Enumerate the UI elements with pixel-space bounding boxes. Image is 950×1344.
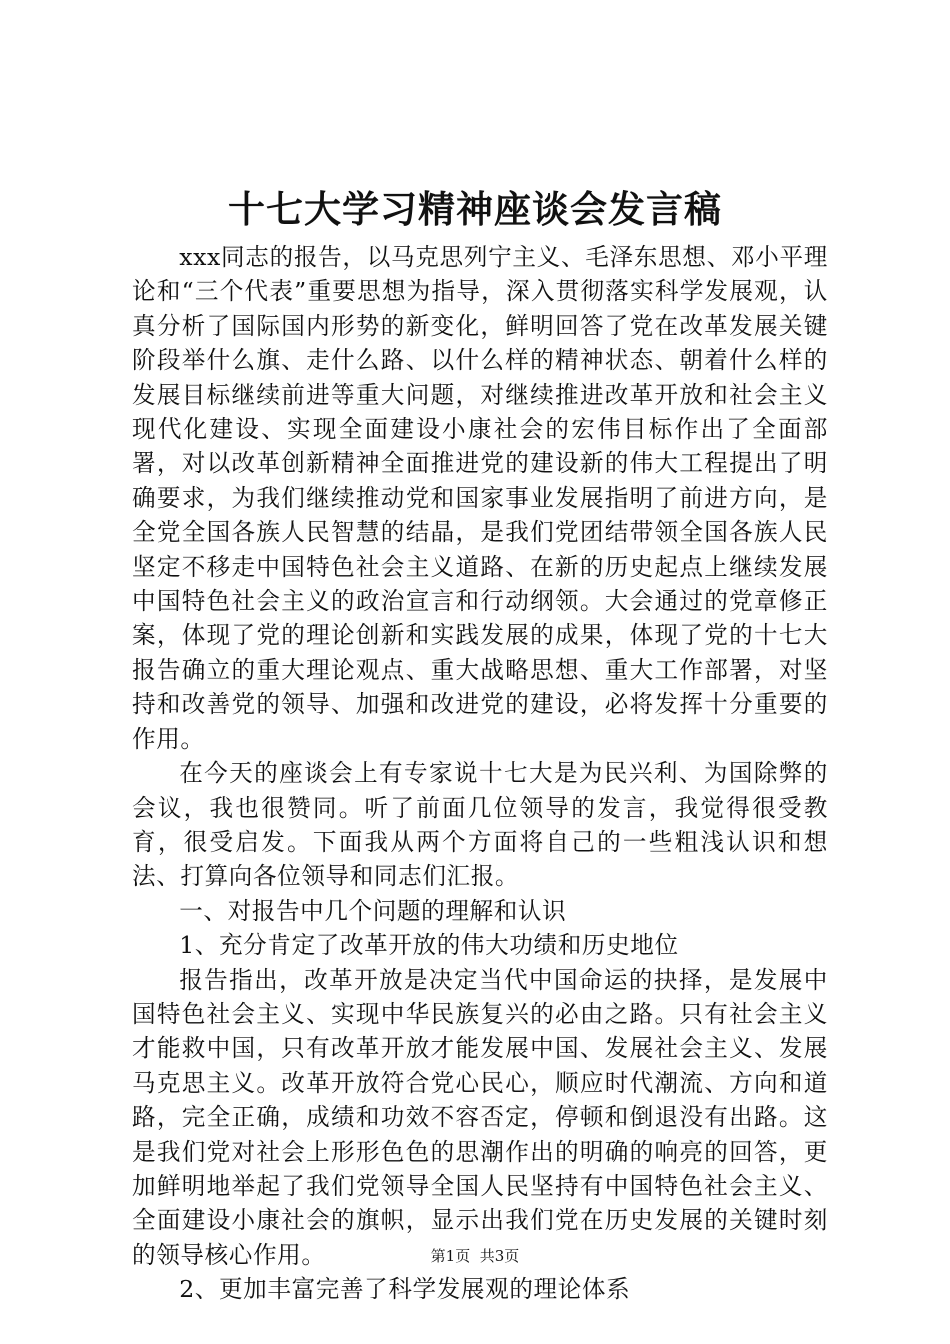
document-title: 十七大学习精神座谈会发言稿 [228,187,722,231]
page-footer [0,1246,950,1266]
paragraph-forum: 在今天的座谈会上有专家说十七大是为民兴利、为国除弊的会议，我也很赞同。听了前面几位领导的发言，我觉得很受教育，很受启发。下面我从两个方面将自己的一些粗浅认识和想法、打算向各位领导和同志们汇报。 [132,759,828,891]
subsection-heading-1: 1、充分肯定了改革开放的伟大功绩和历史地位 [179,931,679,960]
paragraph-intro: xxx同志的报告，以马克思列宁主义、毛泽东思想、邓小平理论和“三个代表”重要思想为指导，深入贯彻落实科学发展观，认真分析了国际国内形势的新变化，鲜明回答了党在改革发展关键阶段举什么旗、走什么路、以什么样的精神状态、朝着什么样的发展目标继续前进等重大问题，对继续推进改革开放和社会主义现代化建设、实现全面建设小康社会的宏伟目标作出了全面部署，对以改革创新精神全面推进党的建设新的伟大工程提出了明确要求，为我们继续推动党和国家事业发展指明了前进方向，是全党全国各族人民智慧的结晶，是我们党团结带领全国各族人民坚定不移走中国特色社会主义道路、在新的历史起点上继续发展中国特色社会主义的政治宣言和行动纲领。大会通过的党章修正案，体现了党的理论创新和实践发展的成果，体现了党的十七大报告确立的重大理论观点、重大战略思想、重大工作部署，对坚持和改善党的领导、加强和改进党的建设，必将发挥十分重要的作用。 [132,243,828,753]
page-total: 共3页 [479,1247,520,1265]
subsection-heading-2: 2、更加丰富完善了科学发展观的理论体系 [179,1275,631,1304]
document-body [132,240,828,1307]
section-heading-1: 一、对报告中几个问题的理解和认识 [179,896,567,925]
paragraph-reform: 报告指出，改革开放是决定当代中国命运的抉择，是发展中国特色社会主义、实现中华民族复兴的必由之路。只有社会主义才能救中国，只有改革开放才能发展中国、发展社会主义、发展马克思主义。改革开放符合党心民心，顺应时代潮流、方向和道路，完全正确，成绩和功效不容否定，停顿和倒退没有出路。这是我们党对社会上形形色色的思潮作出的明确的响亮的回答，更加鲜明地举起了我们党领导全国人民坚持有中国特色社会主义、全面建设小康社会的旗帜，显示出我们党在历史发展的关键时刻的领导核心作用。 [132,965,828,1269]
page-number: 第1页 [430,1247,471,1265]
